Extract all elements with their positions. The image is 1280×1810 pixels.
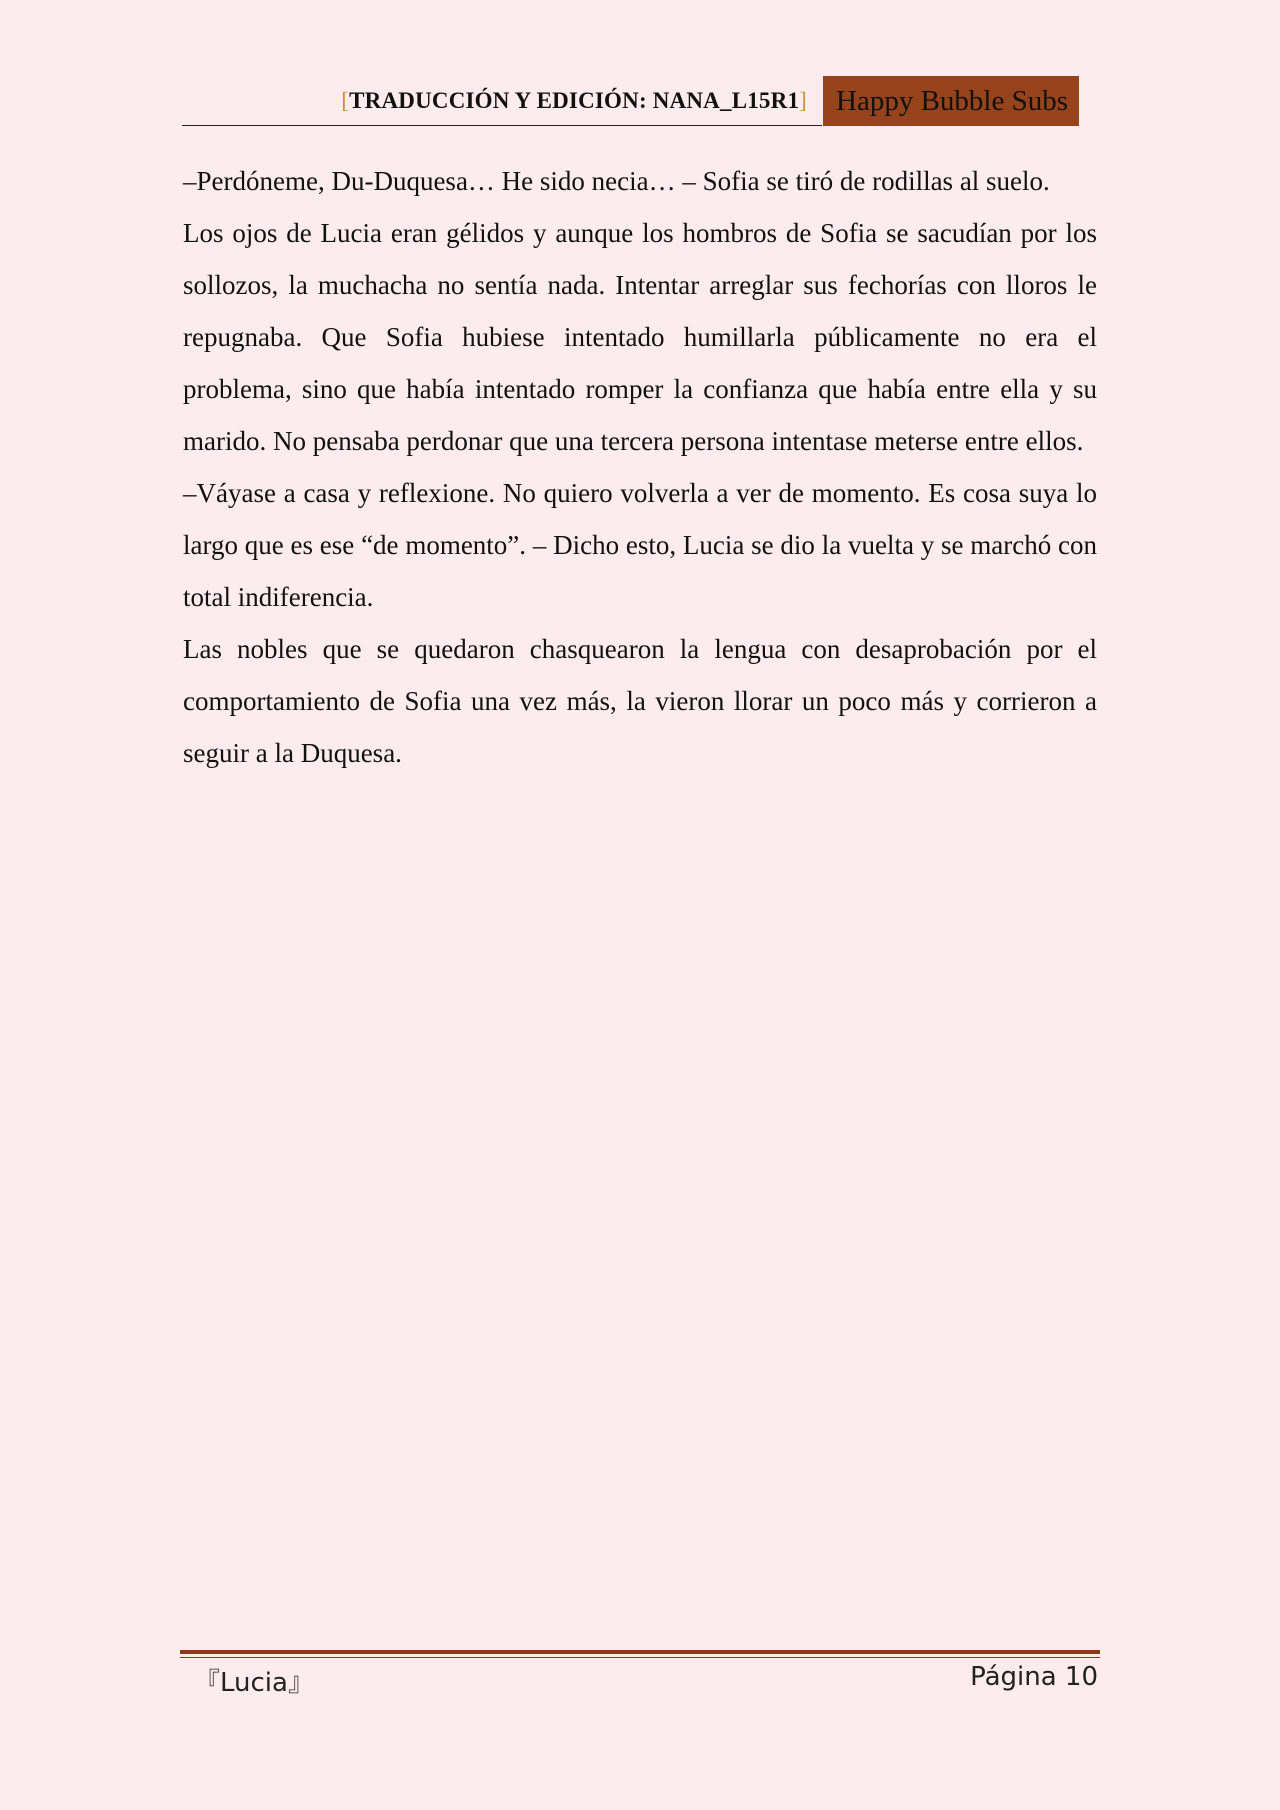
footer-book-title: 『Lucia』 (194, 1668, 314, 1698)
page-header (182, 76, 1097, 126)
header-badge: Happy Bubble Subs (823, 76, 1079, 126)
header-rule (182, 125, 822, 126)
footer-page-number: Página 10 (970, 1662, 1098, 1692)
paragraph: –Váyase a casa y reflexione. No quiero volverla a ver de momento. Es cosa suya lo largo que es ese “de momento”. – Dicho esto, Lucia se dio la vuelta y se marchó con total indiferencia. (183, 478, 1097, 612)
footer-rule-thick (180, 1650, 1100, 1654)
header-title-text: TRADUCCIÓN Y EDICIÓN: NANA_L15R1 (349, 88, 800, 113)
paragraph: –Perdóneme, Du-Duquesa… He sido necia… – Sofia se tiró de rodillas al suelo. (183, 166, 1050, 196)
paragraph: Los ojos de Lucia eran gélidos y aunque los hombros de Sofia se sacudían por los sollozos, la muchacha no sentía nada. Intentar arreglar sus fechorías con lloros le repugnaba. Que Sofia hubiese intentado humillarla públicamente no era el problema, sino que había intentado romper la confianza que había entre ella y su marido. No pensaba perdonar que una tercera persona intentase meterse entre ellos. (183, 218, 1097, 456)
paragraph: Las nobles que se quedaron chasquearon la lengua con desaprobación por el comportamiento de Sofia una vez más, la vieron llorar un poco más y corrieron a seguir a la Duquesa. (183, 634, 1097, 768)
header-bracket-open: [ (341, 88, 350, 113)
document-body (183, 155, 1097, 779)
footer-rule-thin (180, 1657, 1100, 1658)
header-title (341, 88, 807, 114)
header-bracket-close: ] (799, 88, 807, 113)
